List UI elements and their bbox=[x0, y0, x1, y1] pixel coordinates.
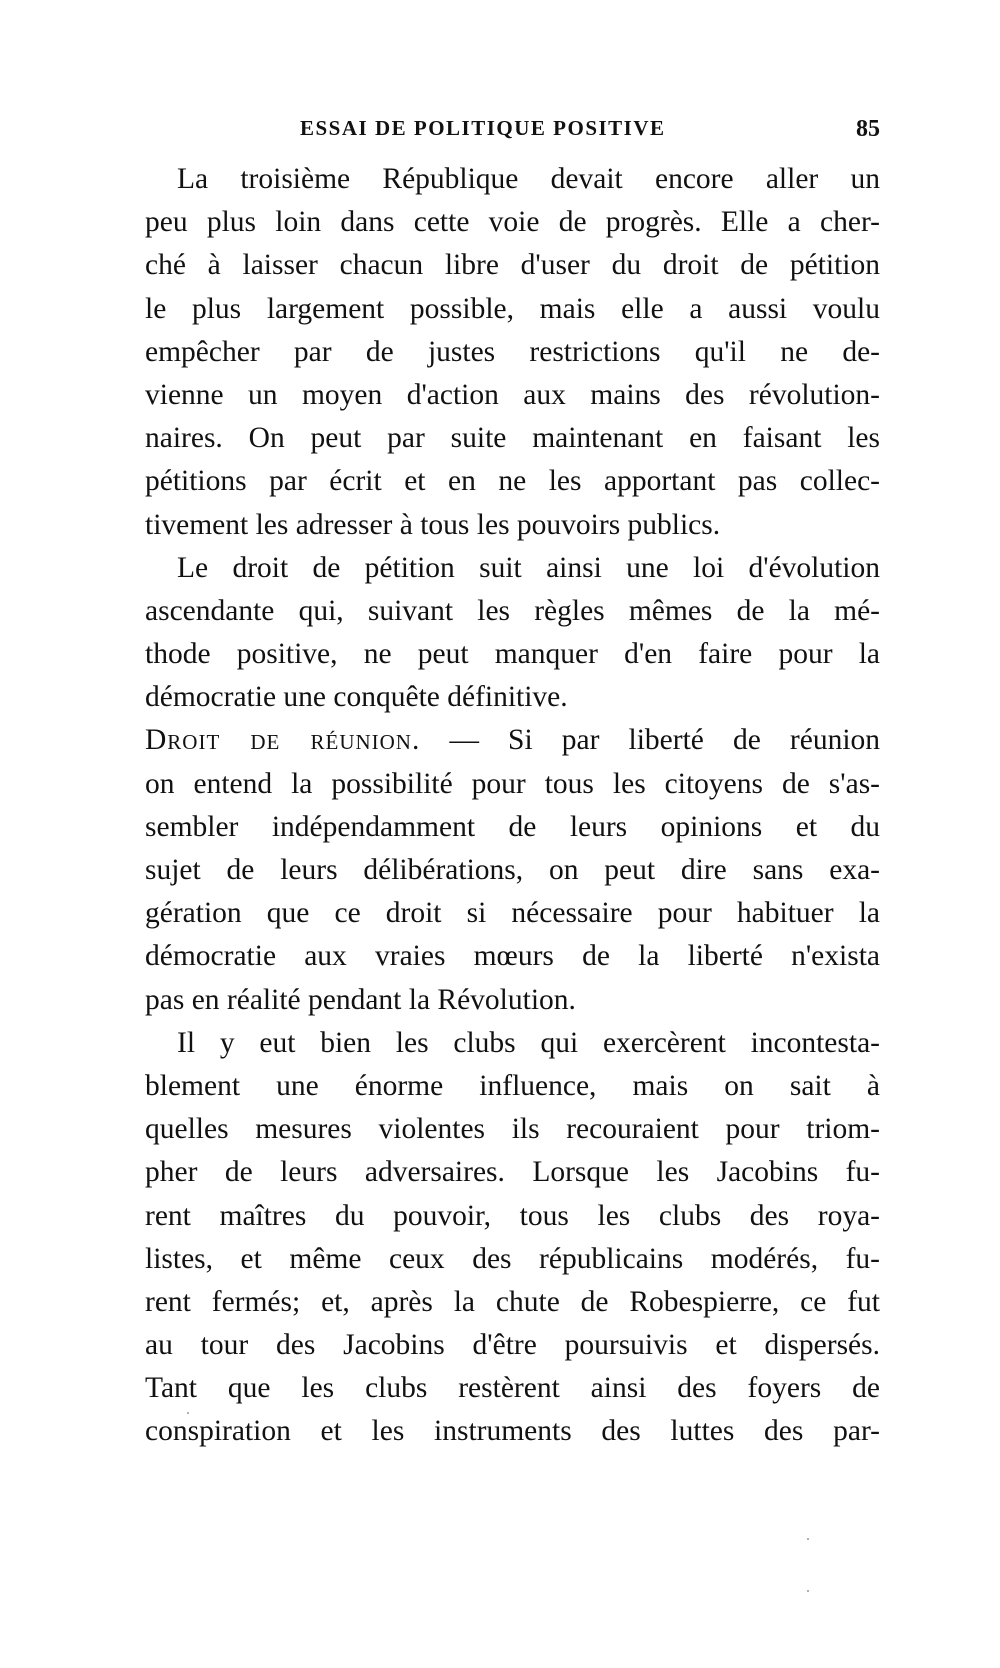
text-line: démocratie une conquête définitive. bbox=[145, 681, 568, 714]
text-line: sembler indépendamment de leurs opinions et du bbox=[145, 810, 880, 843]
text-line: La troisième République devait encore aller un bbox=[177, 163, 880, 195]
running-head bbox=[145, 116, 880, 146]
running-head-title: ESSAI DE POLITIQUE POSITIVE bbox=[300, 116, 666, 140]
text-line: ché à laisser chacun libre d'user du droit de pétition bbox=[145, 249, 880, 282]
text-line: Tant que les clubs restèrent ainsi des foyers de bbox=[145, 1372, 880, 1405]
text-line: listes, et même ceux des républicains modérés, fu- bbox=[145, 1242, 880, 1275]
text-line: on entend la possibilité pour tous les citoyens de s'as- bbox=[145, 767, 880, 800]
text-line: quelles mesures violentes ils recouraient pour triom- bbox=[145, 1113, 880, 1146]
text-line: pher de leurs adversaires. Lorsque les Jacobins fu- bbox=[145, 1156, 880, 1189]
text-line: au tour des Jacobins d'être poursuivis et dispersés. bbox=[145, 1329, 880, 1362]
text-line: vienne un moyen d'action aux mains des révolution- bbox=[145, 378, 880, 411]
section-heading-label: Droit de réunion. bbox=[145, 724, 421, 757]
text-line: blement une énorme influence, mais on sait à bbox=[145, 1069, 880, 1102]
text-line: thode positive, ne peut manquer d'en faire pour la bbox=[145, 638, 880, 671]
text-line: gération que ce droit si nécessaire pour habituer la bbox=[145, 897, 880, 930]
text-line: conspiration et les instruments des luttes des par- bbox=[145, 1415, 880, 1448]
text-line: Il y eut bien les clubs qui exercèrent incontesta- bbox=[177, 1026, 880, 1059]
text-line: sujet de leurs délibérations, on peut dire sans exa- bbox=[145, 854, 880, 886]
text-line: Le droit de pétition suit ainsi une loi d'évolution bbox=[177, 551, 880, 584]
paragraph-block-1 bbox=[145, 158, 880, 719]
text-line: naires. On peut par suite maintenant en faisant les bbox=[145, 422, 880, 455]
text-line: rent maîtres du pouvoir, tous les clubs des roya- bbox=[145, 1199, 880, 1232]
section-heading-line bbox=[145, 719, 880, 762]
page-number: 85 bbox=[856, 116, 880, 142]
text-line: peu plus loin dans cette voie de progrès. Elle a cher- bbox=[145, 206, 880, 239]
text-line: rent fermés; et, après la chute de Robespierre, ce fut bbox=[145, 1285, 880, 1318]
text-line: démocratie aux vraies mœurs de la liberté n'exista bbox=[145, 940, 880, 973]
text-line: ascendante qui, suivant les règles mêmes de la mé- bbox=[145, 594, 880, 627]
text-line: empêcher par de justes restrictions qu'il ne de- bbox=[145, 335, 880, 368]
section-heading-rest: — Si par liberté de réunion bbox=[420, 724, 881, 757]
text-line: le plus largement possible, mais elle a aussi voulu bbox=[145, 292, 880, 325]
text-line: pas en réalité pendant la Révolution. bbox=[145, 983, 576, 1016]
text-line: tivement les adresser à tous les pouvoirs publics. bbox=[145, 508, 721, 541]
paragraph-block-2 bbox=[145, 763, 880, 1454]
text-line: pétitions par écrit et en ne les apportant pas collec- bbox=[145, 465, 880, 498]
body-text bbox=[145, 158, 880, 1454]
